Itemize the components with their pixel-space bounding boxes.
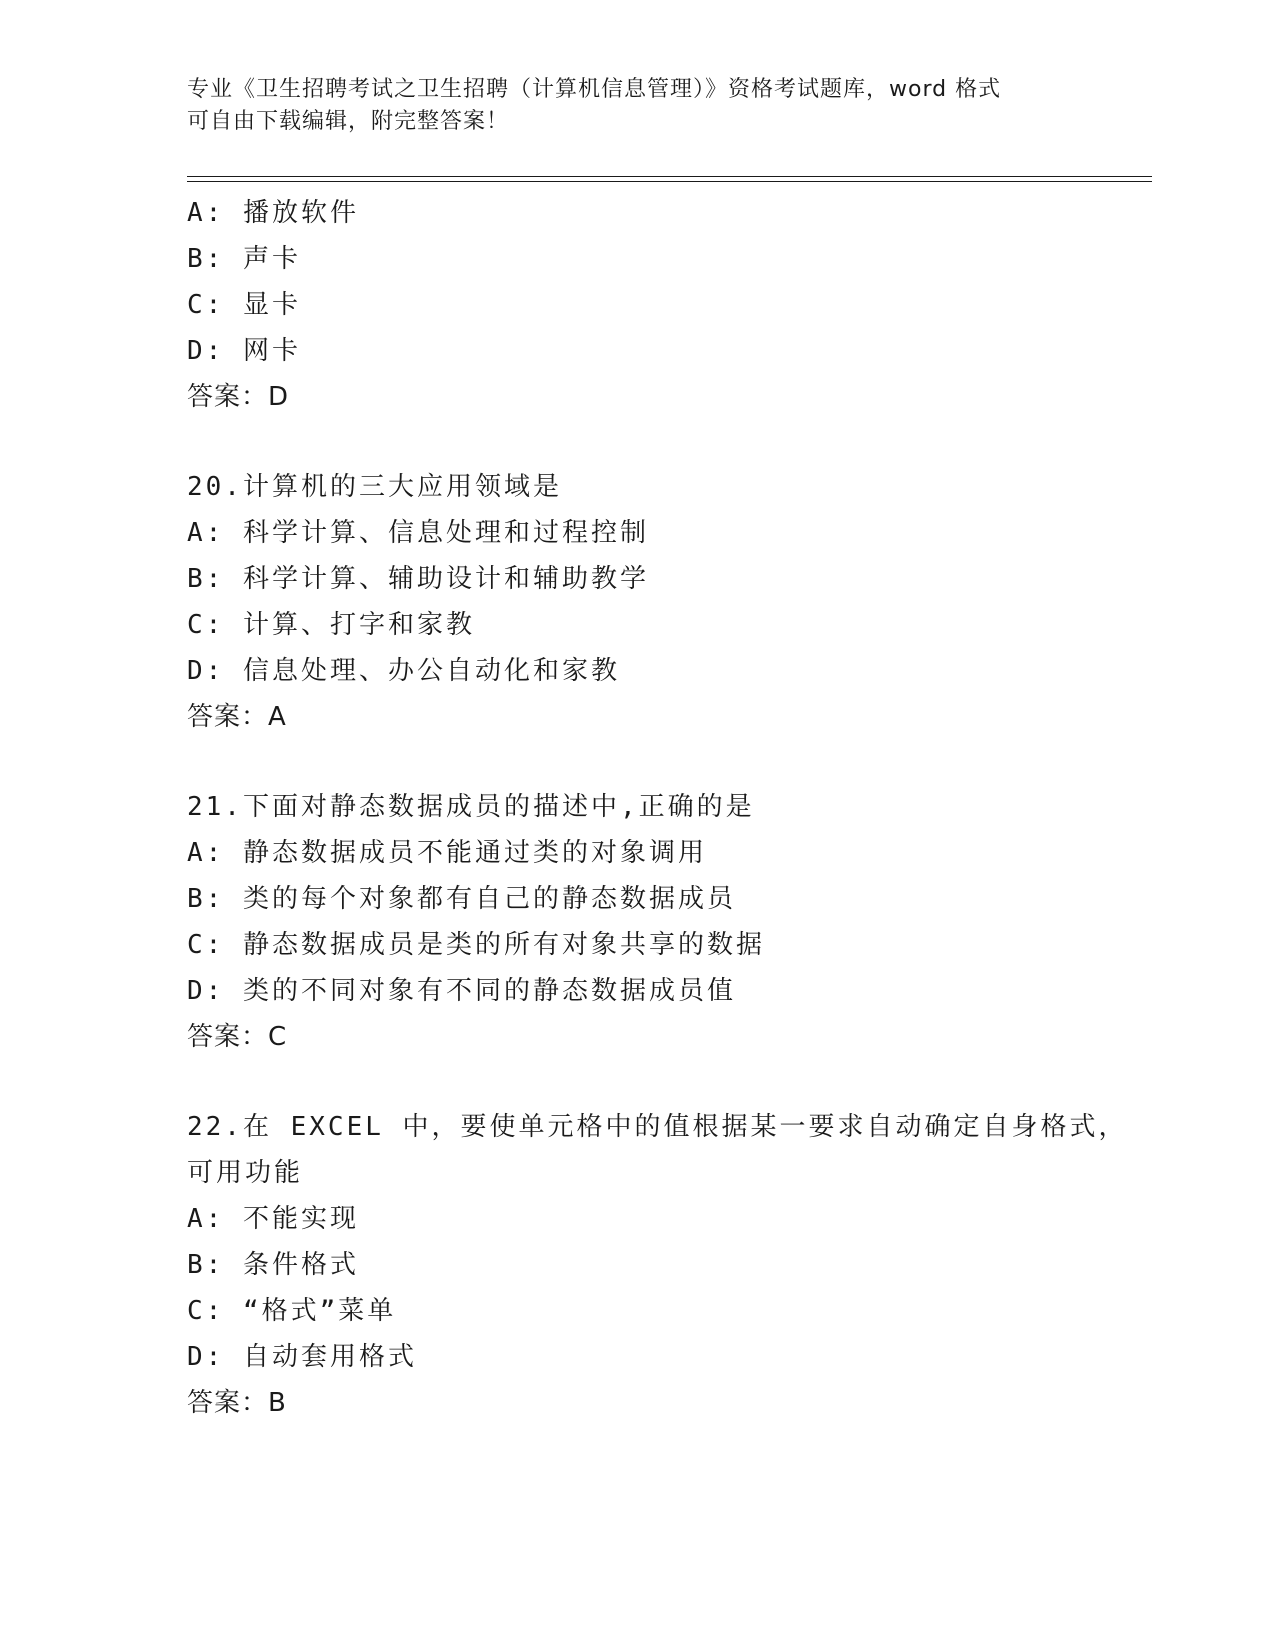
question-text: 21.下面对静态数据成员的描述中,正确的是 [187,792,755,822]
option-b: B: 科学计算、辅助设计和辅助教学 [187,564,649,594]
question-text-line-1: 22.在 EXCEL 中，要使单元格中的值根据某一要求自动确定自身格式， [187,1112,1128,1142]
question-block-22 [187,1104,1128,1426]
answer-line: 答案：D [187,382,290,412]
question-block-21 [187,784,1087,1060]
option-c: C: 静态数据成员是类的所有对象共享的数据 [187,930,765,960]
option-d: D: 信息处理、办公自动化和家教 [187,656,620,686]
option-a: A: 不能实现 [187,1204,359,1234]
question-block-20 [187,464,1087,740]
header-title-line-2: 可自由下载编辑，附完整答案！ [187,109,510,134]
option-d: D: 类的不同对象有不同的静态数据成员值 [187,976,736,1006]
question-text: 20.计算机的三大应用领域是 [187,472,562,502]
option-c: C: “格式”菜单 [187,1296,397,1326]
option-d: D: 网卡 [187,336,301,366]
option-d: D: 自动套用格式 [187,1342,417,1372]
option-a: A: 静态数据成员不能通过类的对象调用 [187,838,707,868]
answer-line: 答案：B [187,1388,287,1418]
question-text-line-2: 可用功能 [187,1158,304,1188]
answer-line: 答案：A [187,702,287,732]
header-divider-top [187,176,1152,177]
option-a: A: 播放软件 [187,198,359,228]
question-block-19 [187,190,1087,420]
question-list [187,190,1128,1426]
header-title-line-1: 专业《卫生招聘考试之卫生招聘（计算机信息管理）》资格考试题库，word 格式 [187,77,1002,102]
answer-line: 答案：C [187,1022,288,1052]
option-a: A: 科学计算、信息处理和过程控制 [187,518,649,548]
document-header [187,74,1067,138]
option-b: B: 类的每个对象都有自己的静态数据成员 [187,884,736,914]
option-c: C: 计算、打字和家教 [187,610,475,640]
header-divider-bottom [187,181,1152,182]
option-b: B: 声卡 [187,244,301,274]
option-c: C: 显卡 [187,290,301,320]
option-b: B: 条件格式 [187,1250,359,1280]
